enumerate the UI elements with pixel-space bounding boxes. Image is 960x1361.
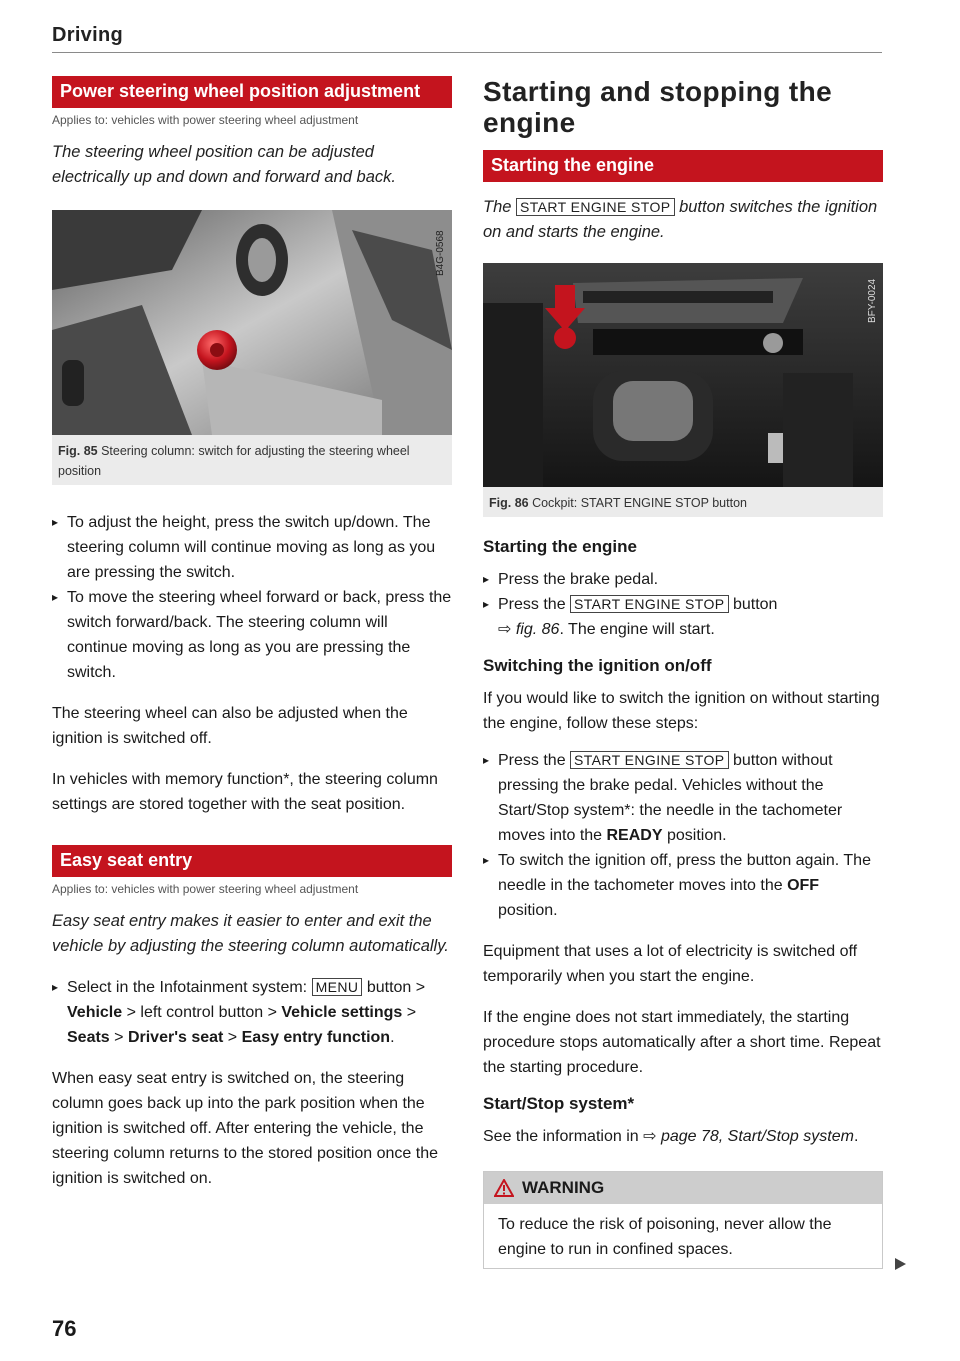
menu-path-seats: Seats: [67, 1029, 110, 1046]
figure-86-code: BFY-0024: [867, 278, 878, 323]
easy-seat-entry-heading: Easy seat entry: [52, 845, 452, 877]
bullet-ignition-on: [483, 748, 883, 848]
power-steering-heading: Power steering wheel position adjustment: [52, 76, 452, 108]
start-stop-pre: See the information in: [483, 1128, 644, 1145]
power-applies-note: Applies to: vehicles with power steering wheel adjustment: [52, 113, 359, 127]
warning-header: [484, 1172, 882, 1204]
fig-86-reference[interactable]: ⇨ fig. 86: [498, 621, 560, 638]
figure-86: [483, 263, 883, 517]
select-sep-1: >: [402, 1004, 417, 1021]
steering-column-photo: [52, 210, 452, 435]
select-text-1: button >: [362, 979, 426, 996]
figure-85-code: B4G-0568: [435, 230, 446, 276]
easy-intro: Easy seat entry makes it easier to enter and exit the vehicle by adjusting the steering column automatically.: [52, 912, 449, 955]
bullet-ignition-off: [483, 848, 883, 923]
left-column: [52, 76, 452, 1191]
figure-86-label: Fig. 86: [489, 496, 529, 510]
ign-off-end: position.: [498, 902, 558, 919]
cockpit-photo: [483, 263, 883, 487]
press-start-post: button: [728, 596, 778, 613]
ready-label: READY: [606, 827, 663, 844]
menu-key: MENU: [312, 978, 363, 996]
ign-on-end: position.: [662, 827, 727, 844]
subheading-starting-engine: Starting the engine: [483, 537, 637, 556]
figure-85-caption: [52, 435, 452, 485]
menu-path-easy-entry: Easy entry function: [241, 1029, 391, 1046]
menu-path-vehicle: Vehicle: [67, 1004, 123, 1021]
continue-arrow-icon: [895, 1258, 906, 1270]
warning-text: To reduce the risk of poisoning, never allow the engine to run in confined spaces.: [498, 1216, 832, 1258]
cockpit-illustration: [483, 263, 883, 487]
warning-label: WARNING: [522, 1178, 605, 1197]
figure-86-caption: [483, 487, 883, 517]
menu-path-drivers-seat: Driver's seat: [127, 1029, 224, 1046]
ign-on-post: button without pressing the brake pedal. Vehicles without the Start/Stop system*: the needle in the tachometer moves into the: [498, 752, 843, 844]
start-stop-page-reference[interactable]: ⇨ page 78, Start/Stop system: [643, 1128, 854, 1145]
press-start-pre: Press the: [498, 596, 571, 613]
bullet-press-start: [483, 592, 883, 642]
warning-box: [483, 1171, 883, 1269]
bullet-forward-back: ▸ To move the steering wheel forward or back, press the switch forward/back. The steering column will continue moving as long as you are pressing the switch.: [52, 585, 452, 685]
para-easy-entry: When easy seat entry is switched on, the steering column goes back up into the park position when the ignition is switched off. After entering the vehicle, the steering column returns to the stored position once the ignition is switched on.: [52, 1070, 438, 1187]
para-ignition-intro: If you would like to switch the ignition on without starting the engine, follow these steps:: [483, 690, 880, 732]
select-sep-2: >: [109, 1029, 128, 1046]
start-intro: [483, 195, 883, 245]
main-title: Starting and stopping the engine: [483, 76, 833, 138]
start-intro-pre: The: [483, 198, 517, 216]
figure-85-caption-text: Steering column: switch for adjusting the steering wheel position: [58, 444, 410, 478]
para-equipment: Equipment that uses a lot of electricity is switched off temporarily when you start the engine.: [483, 943, 858, 985]
subheading-ignition: Switching the ignition on/off: [483, 656, 712, 675]
select-end: .: [390, 1029, 395, 1046]
ign-off-pre: To switch the ignition off, press the button again. The needle in the tachometer moves into the: [498, 852, 871, 894]
subheading-start-stop: Start/Stop system*: [483, 1094, 635, 1113]
start-stop-end: .: [853, 1128, 859, 1145]
starting-engine-heading: Starting the engine: [483, 150, 883, 182]
warning-triangle-icon: [494, 1179, 514, 1197]
press-start-end: . The engine will start.: [559, 621, 715, 638]
select-text-2: > left control button >: [122, 1004, 282, 1021]
para-start-stop-ref: [483, 1124, 883, 1149]
bullet-select-menu: [52, 975, 452, 1050]
figure-86-caption-text: Cockpit: START ENGINE STOP button: [532, 496, 747, 510]
para-ignition-off: The steering wheel can also be adjusted when the ignition is switched off.: [52, 705, 408, 747]
select-sep-3: >: [223, 1029, 242, 1046]
off-label: OFF: [787, 877, 820, 894]
steering-column-illustration: [52, 210, 452, 435]
power-intro: The steering wheel position can be adjusted electrically up and down and forward and back.: [52, 143, 396, 186]
para-memory-function: In vehicles with memory function*, the steering column settings are stored together with the seat position.: [52, 771, 438, 813]
easy-applies-note: Applies to: vehicles with power steering wheel adjustment: [52, 882, 359, 896]
right-column: [483, 76, 883, 1269]
section-title: Driving: [52, 24, 123, 46]
menu-path-vehicle-settings: Vehicle settings: [281, 1004, 403, 1021]
press-start-key: START ENGINE STOP: [570, 595, 728, 613]
bullet-height: ▸ To adjust the height, press the switch up/down. The steering column will continue moving as long as you are pressing the switch.: [52, 510, 452, 585]
ign-on-pre: Press the: [498, 752, 571, 769]
page-number: 76: [52, 1316, 77, 1341]
header-rule: [52, 52, 882, 53]
figure-85-label: Fig. 85: [58, 444, 98, 458]
ign-on-key: START ENGINE STOP: [570, 751, 728, 769]
para-restart: If the engine does not start immediately, the starting procedure stops automatically after a short time. Repeat the starting procedure.: [483, 1009, 881, 1076]
start-engine-stop-key: START ENGINE STOP: [516, 198, 674, 216]
page-header: [52, 24, 882, 47]
bullet-press-brake: ▸ Press the brake pedal.: [483, 567, 883, 592]
start-intro-post: button switches the ignition on and starts the engine.: [483, 198, 878, 241]
figure-85: [52, 210, 452, 485]
select-prefix: Select in the Infotainment system:: [67, 979, 312, 996]
